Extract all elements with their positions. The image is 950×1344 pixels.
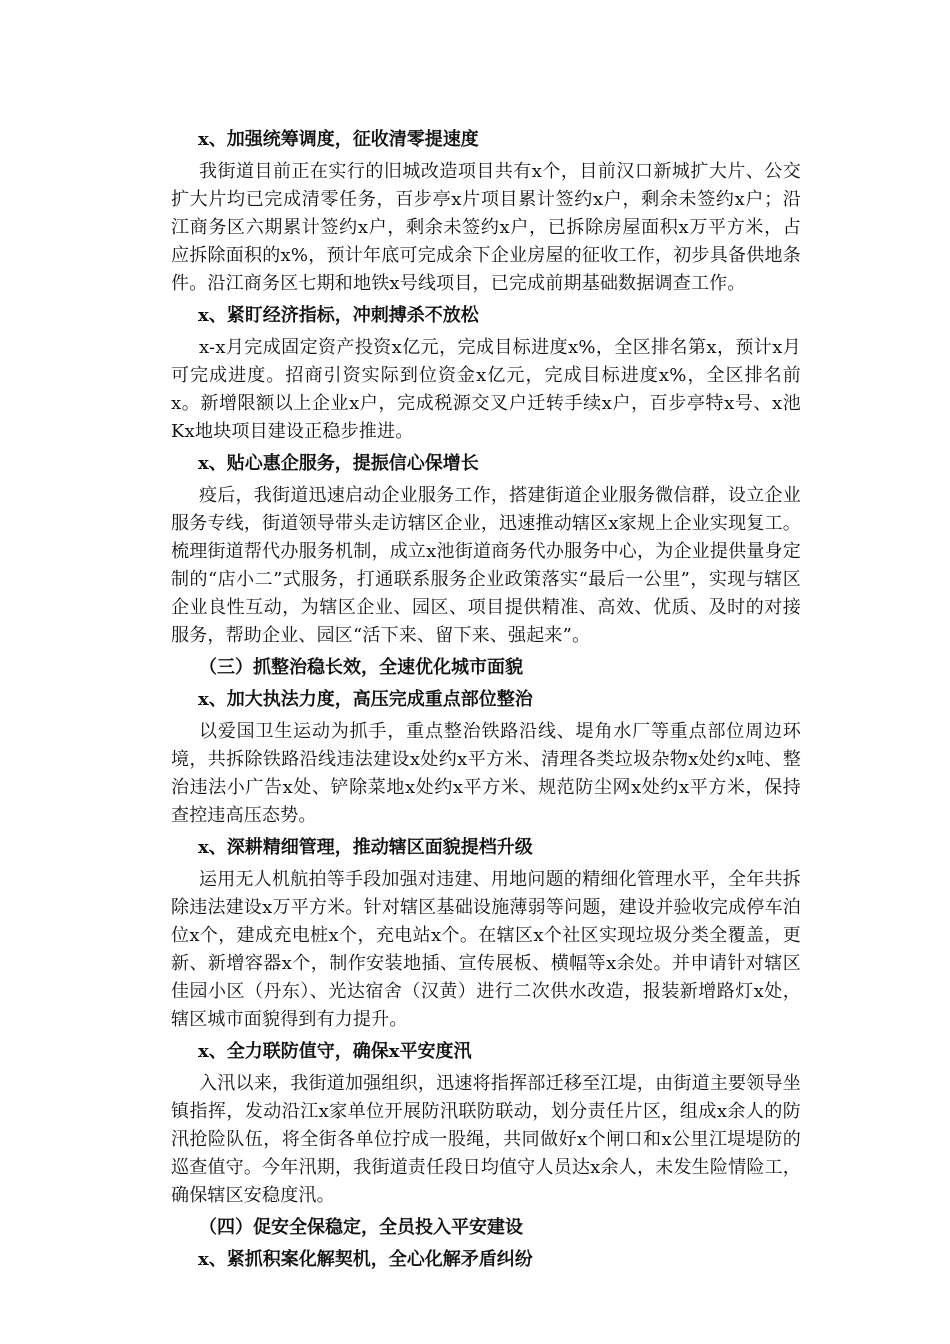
subheading-dispute-resolution: x、紧抓积案化解契机，全心化解矛盾纠纷 xyxy=(198,1249,533,1270)
paragraph-land-clearance: 我街道目前正在实行的旧城改造项目共有x个，目前汉口新城扩大片、公交扩大片均已完成清零任务，百步亭x片项目累计签约x户，剩余未签约x户；沿江商务区六期累计签约x户，剩余未签约x户，已拆除房屋面积x万平方米，占应拆除面积的x%，预计年底可完成余下企业房屋的征收工作，初步具备供地条件。沿江商务区七期和地铁x号线项目，已完成前期基础数据调查工作。 xyxy=(171,161,801,294)
section-heading-safety: （四）促安全保稳定，全员投入平安建设 xyxy=(199,1217,523,1238)
paragraph-economic-indicators: x-x月完成固定资产投资x亿元，完成目标进度x%，全区排名第x，预计x月可完成进度。招商引资实际到位资金x亿元，完成目标进度x%，全区排名前x。新增限额以上企业x户，完成税源交叉户迁转手续x户，百步亭特x号、x池Kx地块项目建设正稳步推进。 xyxy=(171,337,801,442)
paragraph-fine-management: 运用无人机航拍等手段加强对违建、用地问题的精细化管理水平，全年共拆除违法建设x万平方米。针对辖区基础设施薄弱等问题，建设并验收完成停车泊位x个，建成充电桩x个，充电站x个。在辖区x个社区实现垃圾分类全覆盖，更新、新增容器x个，制作安装地插、宣传展板、横幅等x余处。并申请针对辖区佳园小区（丹东）、光达宿舍（汉黄）进行二次供水改造，报装新增路灯x处，辖区城市面貌得到有力提升。 xyxy=(171,869,801,1030)
subheading-enterprise-service: x、贴心惠企服务，提振信心保增长 xyxy=(198,453,479,474)
subheading-economic-indicators: x、紧盯经济指标，冲刺搏杀不放松 xyxy=(198,305,479,326)
section-heading-city-appearance: （三）抓整治稳长效，全速优化城市面貌 xyxy=(199,657,523,678)
subheading-fine-management: x、深耕精细管理，推动辖区面貌提档升级 xyxy=(198,837,533,858)
paragraph-flood-prevention: 入汛以来，我街道加强组织，迅速将指挥部迁移至江堤，由街道主要领导坐镇指挥，发动沿江x家单位开展防汛联防联动，划分责任片区，组成x余人的防汛抢险队伍，将全街各单位拧成一股绳，共同做好x个闸口和x公里江堤堤防的巡查值守。今年汛期，我街道责任段日均值守人员达x余人，未发生险情险工，确保辖区安稳度汛。 xyxy=(171,1073,801,1206)
subheading-land-clearance: x、加强统筹调度，征收清零提速度 xyxy=(198,129,479,150)
subheading-law-enforcement: x、加大执法力度，高压完成重点部位整治 xyxy=(198,689,533,710)
document-body xyxy=(171,126,801,1278)
paragraph-enterprise-service: 疫后，我街道迅速启动企业服务工作，搭建街道企业服务微信群，设立企业服务专线，街道领导带头走访辖区企业，迅速推动辖区x家规上企业实现复工。梳理街道帮代办服务机制，成立x池街道商务代办服务中心，为企业提供量身定制的“店小二”式服务，打通联系服务企业政策落实“最后一公里”，实现与辖区企业良性互动，为辖区企业、园区、项目提供精准、高效、优质、及时的对接服务，帮助企业、园区“活下来、留下来、强起来”。 xyxy=(171,485,801,646)
paragraph-law-enforcement: 以爱国卫生运动为抓手，重点整治铁路沿线、堤角水厂等重点部位周边环境，共拆除铁路沿线违法建设x处约x平方米、清理各类垃圾杂物x处约x吨、整治违法小广告x处、铲除菜地x处约x平方米、规范防尘网x处约x平方米，保持查控违高压态势。 xyxy=(171,721,801,826)
subheading-flood-prevention: x、全力联防值守，确保x平安度汛 xyxy=(198,1041,472,1062)
